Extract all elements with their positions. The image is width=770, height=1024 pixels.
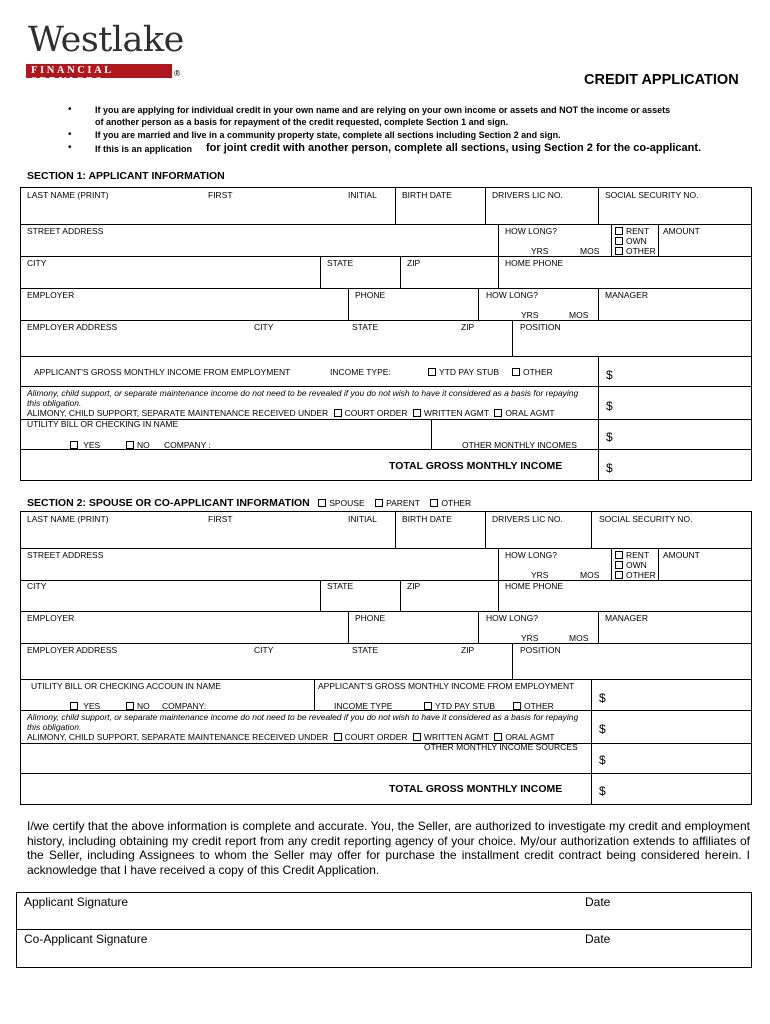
s1-yrs-label: YRS — [531, 246, 549, 256]
s1-yes-option[interactable]: YES — [70, 440, 100, 450]
s1-gross-income-label: APPLICANT'S GROSS MONTHLY INCOME FROM EMPLOYMENT — [34, 367, 291, 377]
s1-emp-mos-label: MOS — [569, 310, 589, 320]
s2-position-label: POSITION — [520, 645, 561, 655]
s2-street-label: STREET ADDRESS — [27, 550, 104, 560]
s2-first-label: FIRST — [208, 514, 233, 524]
checkbox-icon[interactable] — [126, 702, 134, 710]
logo-tagline: FINANCIAL SERVICES — [26, 64, 172, 78]
s2-dollar-2: $ — [599, 722, 606, 736]
s1-drivers-lic-label: DRIVERS LIC NO. — [492, 190, 563, 200]
bullet: • — [68, 129, 72, 140]
s1-first-label: FIRST — [208, 190, 233, 200]
s1-birth-date-label: BIRTH DATE — [402, 190, 452, 200]
checkbox-icon[interactable] — [428, 368, 436, 376]
s2-alimony-label: ALIMONY, CHILD SUPPORT, SEPARATE MAINTENANCE RECEIVED UNDER COURT ORDER WRITTEN AGMT ORAL AGMT — [27, 732, 555, 742]
checkbox-icon[interactable] — [334, 409, 342, 417]
s2-other-monthly-label: OTHER MONTHLY INCOME SOURCES — [424, 742, 578, 752]
s1-amount-label: AMOUNT — [663, 226, 700, 236]
s2-birth-date-label: BIRTH DATE — [402, 514, 452, 524]
s2-ssn-label: SOCIAL SECURITY NO. — [599, 514, 693, 524]
s2-home-phone-label: HOME PHONE — [505, 581, 564, 591]
instruction-1b: of another person as a basis for repayment of the credit requested, complete Section 1 and sign. — [95, 117, 509, 127]
s1-other-residence-option[interactable]: OTHER — [615, 246, 656, 256]
s2-rent-option[interactable]: RENT — [615, 550, 649, 560]
s1-how-long-label: HOW LONG? — [505, 226, 557, 236]
s1-emp-yrs-label: YRS — [521, 310, 539, 320]
checkbox-icon[interactable] — [615, 561, 623, 569]
s2-emp-yrs-label: YRS — [521, 633, 539, 643]
instruction-3b: for joint credit with another person, complete all sections, using Section 2 for the co-applicant. — [206, 142, 702, 154]
s1-no-option[interactable]: NO — [126, 440, 150, 450]
s1-own-option[interactable]: OWN — [615, 236, 647, 246]
s2-dollar-total: $ — [599, 784, 606, 798]
s2-mos-label: MOS — [580, 570, 600, 580]
s1-manager-label: MANAGER — [605, 290, 648, 300]
checkbox-icon[interactable] — [413, 409, 421, 417]
s1-company-label: COMPANY : — [164, 440, 211, 450]
s1-dollar-3: $ — [606, 430, 613, 444]
s1-emp-zip-label: ZIP — [461, 322, 475, 332]
s1-state-label: STATE — [327, 258, 354, 268]
s2-city-label: CITY — [27, 581, 47, 591]
s2-drivers-lic-label: DRIVERS LIC NO. — [492, 514, 563, 524]
s1-other-monthly-label: OTHER MONTHLY INCOMES — [462, 440, 577, 450]
s1-income-type-label: INCOME TYPE: — [330, 367, 391, 377]
s2-emp-zip-label: ZIP — [461, 645, 475, 655]
s1-dollar-1: $ — [606, 368, 613, 382]
checkbox-icon[interactable] — [318, 499, 326, 507]
s2-dollar-3: $ — [599, 753, 606, 767]
s2-other-residence-option[interactable]: OTHER — [615, 570, 656, 580]
s2-company-label: COMPANY: — [162, 701, 207, 711]
s1-dollar-2: $ — [606, 399, 613, 413]
s2-emp-state-label: STATE — [352, 645, 379, 655]
instruction-3a: If this is an application — [95, 144, 193, 154]
s1-ssn-label: SOCIAL SECURITY NO. — [605, 190, 699, 200]
s1-position-label: POSITION — [520, 322, 561, 332]
s1-zip-label: ZIP — [407, 258, 421, 268]
s2-employer-address-label: EMPLOYER ADDRESS — [27, 645, 118, 655]
checkbox-icon[interactable] — [615, 571, 623, 579]
s2-emp-city-label: CITY — [254, 645, 274, 655]
s1-last-name-label: LAST NAME (PRINT) — [27, 190, 109, 200]
s2-how-long-label: HOW LONG? — [505, 550, 557, 560]
bullet: • — [68, 142, 72, 153]
s2-gross-income-label: APPLICANT'S GROSS MONTHLY INCOME FROM EMPLOYMENT — [318, 681, 575, 691]
checkbox-icon[interactable] — [70, 441, 78, 449]
s1-alimony-label: ALIMONY, CHILD SUPPORT, SEPARATE MAINTENANCE RECEIVED UNDER COURT ORDER WRITTEN AGMT ORAL AGMT — [27, 408, 555, 418]
s2-total-label: TOTAL GROSS MONTHLY INCOME — [389, 783, 563, 795]
bullet: • — [68, 104, 72, 115]
applicant-date-label: Date — [585, 895, 611, 909]
s2-own-option[interactable]: OWN — [615, 560, 647, 570]
checkbox-icon[interactable] — [126, 441, 134, 449]
s1-utility-label: UTILITY BILL OR CHECKING IN NAME — [27, 419, 179, 429]
checkbox-icon[interactable] — [334, 733, 342, 741]
s2-state-label: STATE — [327, 581, 354, 591]
s2-phone-label: PHONE — [355, 613, 386, 623]
checkbox-icon[interactable] — [424, 702, 432, 710]
page-title: CREDIT APPLICATION — [584, 72, 739, 88]
s1-street-label: STREET ADDRESS — [27, 226, 104, 236]
checkbox-icon[interactable] — [494, 733, 502, 741]
checkbox-icon[interactable] — [413, 733, 421, 741]
s2-other-option[interactable]: OTHER — [430, 498, 471, 508]
s1-mos-label: MOS — [580, 246, 600, 256]
s1-emp-city-label: CITY — [254, 322, 274, 332]
checkbox-icon[interactable] — [513, 702, 521, 710]
checkbox-icon[interactable] — [375, 499, 383, 507]
s2-employer-label: EMPLOYER — [27, 613, 75, 623]
s2-utility-label: UTILITY BILL OR CHECKING ACCOUN IN NAME — [31, 681, 221, 691]
s1-alimony-note: Alimony, child support, or separate maintenance income do not need to be revealed if you do not wish to have it considered as a basis for repaying this obligation. — [27, 388, 579, 408]
section2-heading: SECTION 2: SPOUSE OR CO-APPLICANT INFORMATION — [27, 497, 310, 509]
checkbox-icon[interactable] — [70, 702, 78, 710]
s1-rent-option[interactable]: RENT — [615, 226, 649, 236]
s2-yes-option[interactable]: YES — [70, 701, 100, 711]
s2-ytd-option[interactable]: YTD PAY STUB — [424, 701, 495, 711]
s1-initial-label: INITIAL — [348, 190, 377, 200]
logo-registered-mark: ® — [174, 68, 181, 78]
s2-spouse-option[interactable]: SPOUSE — [318, 498, 364, 508]
s1-employer-address-label: EMPLOYER ADDRESS — [27, 322, 118, 332]
checkbox-icon[interactable] — [615, 227, 623, 235]
s1-emp-how-long-label: HOW LONG? — [486, 290, 538, 300]
s2-dollar-1: $ — [599, 691, 606, 705]
s2-parent-option[interactable]: PARENT — [375, 498, 420, 508]
s1-employer-label: EMPLOYER — [27, 290, 75, 300]
checkbox-icon[interactable] — [615, 237, 623, 245]
section1-heading: SECTION 1: APPLICANT INFORMATION — [27, 170, 225, 182]
certification-text: I/we certify that the above information is complete and accurate. You, the Seller, are authorized to investigate my credit and employment history, including obtaining my credit report from any credit reporting agency of your choice. My/our authorization extends to affiliates of the Seller, including Assignees to whom the Seller may offer for purchase the installment credit contract being considered herein. I acknowledge that I have received a copy of this Credit Application. — [27, 819, 750, 877]
co-applicant-date-label: Date — [585, 932, 611, 946]
s2-no-option[interactable]: NO — [126, 701, 150, 711]
s1-other-income-option[interactable]: OTHER — [512, 367, 553, 377]
s1-ytd-option[interactable]: YTD PAY STUB — [428, 367, 499, 377]
checkbox-icon[interactable] — [615, 247, 623, 255]
s2-amount-label: AMOUNT — [663, 550, 700, 560]
s2-yrs-label: YRS — [531, 570, 549, 580]
checkbox-icon[interactable] — [512, 368, 520, 376]
s2-manager-label: MANAGER — [605, 613, 648, 623]
s2-emp-mos-label: MOS — [569, 633, 589, 643]
s2-last-name-label: LAST NAME (PRINT) — [27, 514, 109, 524]
s1-city-label: CITY — [27, 258, 47, 268]
checkbox-icon[interactable] — [494, 409, 502, 417]
s2-initial-label: INITIAL — [348, 514, 377, 524]
s1-total-label: TOTAL GROSS MONTHLY INCOME — [389, 460, 563, 472]
co-applicant-signature-label: Co-Applicant Signature — [24, 932, 148, 946]
section2-heading-row — [27, 493, 471, 511]
s2-alimony-note: Alimony, child support, or separate maintenance income do not need to be revealed if you do not wish to have it considered as a basis for repaying this obligation. — [27, 712, 579, 732]
s1-dollar-total: $ — [606, 461, 613, 475]
s1-phone-label: PHONE — [355, 290, 386, 300]
s1-emp-state-label: STATE — [352, 322, 379, 332]
logo-wordmark: Westlake — [28, 20, 184, 60]
s2-emp-how-long-label: HOW LONG? — [486, 613, 538, 623]
instruction-1a: If you are applying for individual credit in your own name and are relying on your own income or assets and NOT the income or assets — [95, 105, 671, 115]
s2-other-income-option[interactable]: OTHER — [513, 701, 554, 711]
checkbox-icon[interactable] — [615, 551, 623, 559]
s2-zip-label: ZIP — [407, 581, 421, 591]
instruction-2: If you are married and live in a community property state, complete all sections including Section 2 and sign. — [95, 130, 561, 140]
s1-home-phone-label: HOME PHONE — [505, 258, 564, 268]
westlake-logo — [26, 20, 186, 87]
applicant-signature-label: Applicant Signature — [24, 895, 129, 909]
checkbox-icon[interactable] — [430, 499, 438, 507]
s2-income-type-label: INCOME TYPE — [334, 701, 393, 711]
